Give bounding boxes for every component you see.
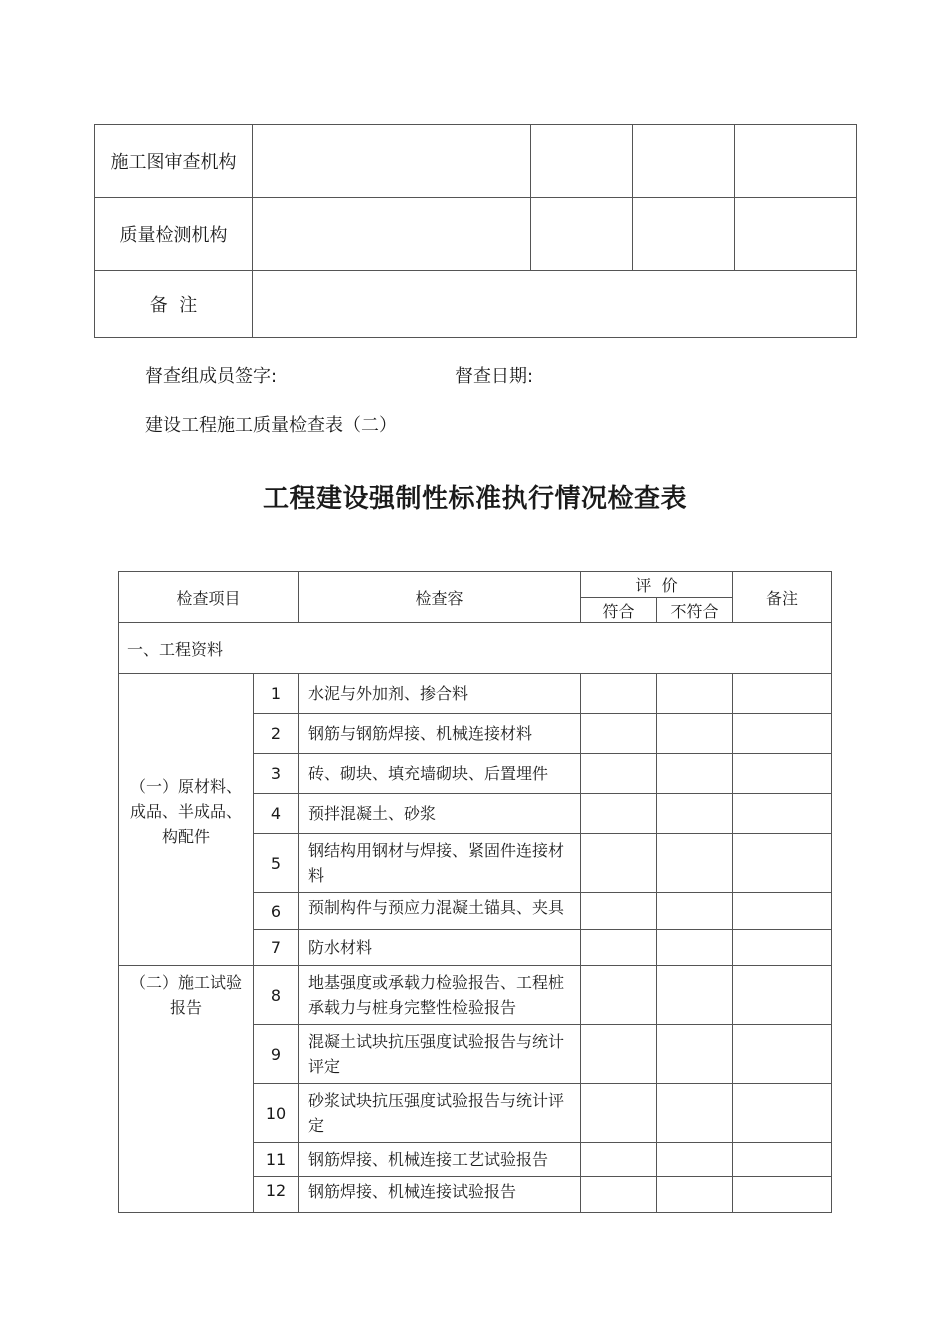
value-cell [735,198,857,271]
nonconform-cell [657,714,733,754]
table-row [95,198,857,271]
remark-cell [733,754,832,794]
header-row [119,572,832,598]
item-text: 钢筋焊接、机械连接工艺试验报告 [299,1143,581,1177]
value-cell [633,198,735,271]
value-cell [253,198,531,271]
remark-cell [733,714,832,754]
checklist-table [118,571,832,1213]
agency-table [94,124,857,338]
remark-cell [733,1025,832,1084]
remark-cell [733,1177,832,1213]
item-number: 5 [254,834,299,893]
signature-members-label: 督查组成员签字: [145,366,278,387]
remark-cell [733,930,832,966]
item-number: 11 [254,1143,299,1177]
value-cell [735,125,857,198]
remark-cell [733,674,832,714]
nonconform-cell [657,1177,733,1213]
item-text: 地基强度或承载力检验报告、工程桩承载力与桩身完整性检验报告 [299,966,581,1025]
remark-cell [733,893,832,930]
item-text: 砂浆试块抗压强度试验报告与统计评定 [299,1084,581,1143]
conform-cell [581,674,657,714]
item-text: 混凝土试块抗压强度试验报告与统计评定 [299,1025,581,1084]
item-number: 1 [254,674,299,714]
conform-cell [581,754,657,794]
header-nonconform: 不符合 [657,598,733,623]
item-number: 6 [254,893,299,930]
table-row [119,674,832,714]
remark-cell [253,271,857,338]
item-number: 9 [254,1025,299,1084]
item-number: 2 [254,714,299,754]
conform-cell [581,1143,657,1177]
item-text: 钢结构用钢材与焊接、紧固件连接材料 [299,834,581,893]
item-number: 7 [254,930,299,966]
item-text: 预制构件与预应力混凝土锚具、夹具 [308,898,565,917]
signature-date-label: 督查日期: [455,366,534,387]
conform-cell [581,714,657,754]
conform-cell [581,930,657,966]
item-text: 钢筋与钢筋焊接、机械连接材料 [299,714,581,754]
header-content: 检查容 [299,572,581,623]
value-cell [531,198,633,271]
conform-cell [581,1025,657,1084]
item-text: 水泥与外加剂、掺合料 [299,674,581,714]
nonconform-cell [657,754,733,794]
nonconform-cell [657,1025,733,1084]
nonconform-cell [657,674,733,714]
item-number: 10 [254,1084,299,1143]
remark-cell [733,1143,832,1177]
header-remark: 备注 [733,572,832,623]
item-number: 8 [254,966,299,1025]
conform-cell [581,794,657,834]
nonconform-cell [657,930,733,966]
nonconform-cell [657,1143,733,1177]
conform-cell [581,893,657,930]
remark-cell [733,1084,832,1143]
page-title: 工程建设强制性标准执行情况检查表 [262,484,687,514]
row-label: 施工图审查机构 [95,125,253,198]
item-text: 防水材料 [299,930,581,966]
form-subtitle: 建设工程施工质量检查表（二） [145,415,397,436]
remark-cell [733,834,832,893]
conform-cell [581,1084,657,1143]
table-row [95,271,857,338]
row-label: 质量检测机构 [95,198,253,271]
table-row [119,966,832,1025]
value-cell [633,125,735,198]
conform-cell [581,966,657,1025]
section-title: 一、工程资料 [119,623,832,674]
item-number: 12 [254,1177,299,1213]
nonconform-cell [657,834,733,893]
item-text: 预拌混凝土、砂浆 [299,794,581,834]
conform-cell [581,834,657,893]
section-row [119,623,832,674]
row-label: 备 注 [95,271,253,338]
header-conform: 符合 [581,598,657,623]
remark-cell [733,966,832,1025]
conform-cell [581,1177,657,1213]
value-cell [253,125,531,198]
item-text: 钢筋焊接、机械连接试验报告 [299,1177,581,1213]
group-label: （一）原材料、成品、半成品、构配件 [119,674,254,966]
value-cell [531,125,633,198]
header-evaluation: 评 价 [581,572,733,598]
item-text: 砖、砌块、填充墙砌块、后置埋件 [299,754,581,794]
item-number: 3 [254,754,299,794]
group-label: （二）施工试验报告 [119,966,254,1213]
nonconform-cell [657,1084,733,1143]
item-number: 4 [254,794,299,834]
item-text-wrapper [299,893,581,930]
remark-cell [733,794,832,834]
header-item: 检查项目 [119,572,299,623]
table-row [95,125,857,198]
nonconform-cell [657,893,733,930]
nonconform-cell [657,794,733,834]
nonconform-cell [657,966,733,1025]
